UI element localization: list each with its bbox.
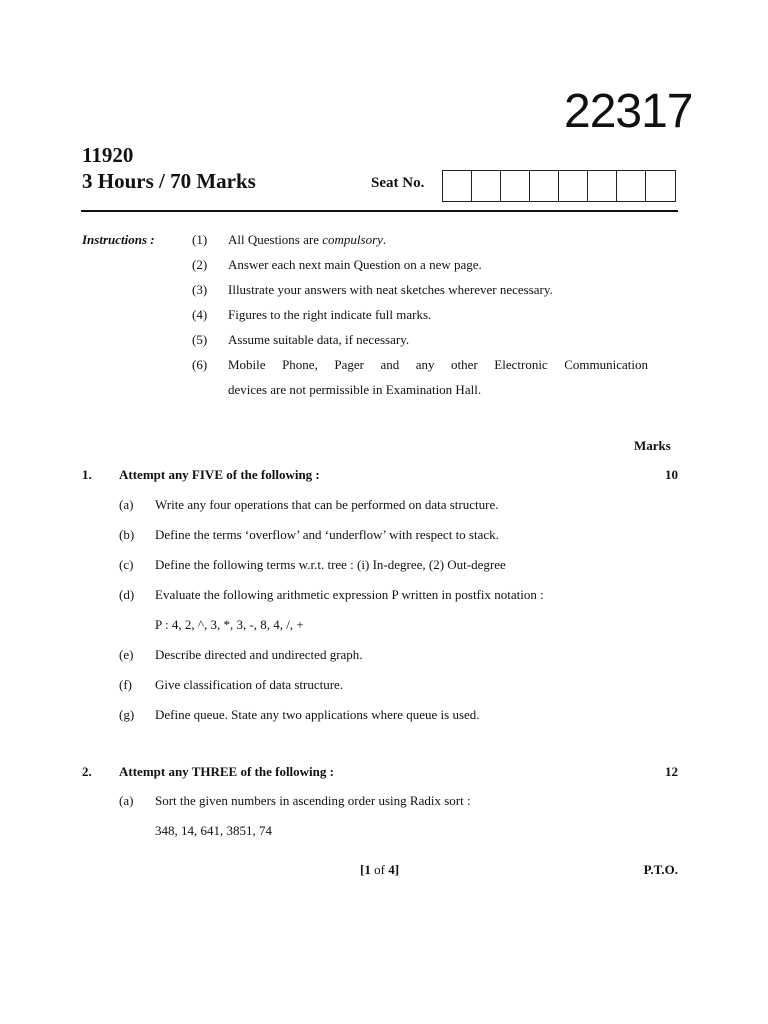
instruction-text: Assume suitable data, if necessary. bbox=[228, 332, 410, 347]
duration-marks: 3 Hours / 70 Marks bbox=[82, 169, 256, 193]
instruction-number: (2) bbox=[192, 257, 208, 272]
question-number: 2. bbox=[82, 764, 92, 779]
instruction-number: (6) bbox=[192, 357, 208, 372]
part-text: Give classification of data structure. bbox=[155, 677, 344, 692]
instruction-number: (1) bbox=[192, 232, 208, 247]
header-divider bbox=[81, 210, 678, 212]
question-heading: Attempt any THREE of the following : bbox=[119, 764, 334, 779]
question-marks: 10 bbox=[665, 467, 678, 482]
seat-box bbox=[588, 171, 617, 201]
instruction-text: Answer each next main Question on a new page. bbox=[228, 257, 482, 272]
part-text: Define the terms ‘overflow’ and ‘underflow’ with respect to stack. bbox=[155, 527, 499, 542]
seat-no-boxes bbox=[442, 170, 676, 202]
instruction-text: Mobile Phone, Pager and any other Electronic Communication bbox=[228, 357, 648, 372]
part-label: (g) bbox=[119, 707, 135, 722]
instruction-text: Illustrate your answers with neat sketches wherever necessary. bbox=[228, 282, 553, 297]
instruction-number: (5) bbox=[192, 332, 208, 347]
part-text: Define the following terms w.r.t. tree : (i) In-degree, (2) Out-degree bbox=[155, 557, 506, 572]
question-marks: 12 bbox=[665, 764, 678, 779]
instruction-number: (3) bbox=[192, 282, 208, 297]
exam-code: 11920 bbox=[82, 143, 134, 167]
seat-box bbox=[530, 171, 559, 201]
instruction-text: All Questions are compulsory. bbox=[228, 232, 387, 247]
question-heading: Attempt any FIVE of the following : bbox=[119, 467, 320, 482]
part-label: (a) bbox=[119, 793, 134, 808]
page-number: [1 of 4] bbox=[360, 862, 400, 877]
paper-code: 22317 bbox=[564, 85, 693, 138]
seat-no-label: Seat No. bbox=[371, 175, 425, 191]
part-label: (e) bbox=[119, 647, 134, 662]
part-label: (f) bbox=[119, 677, 132, 692]
part-text: Sort the given numbers in ascending order using Radix sort : bbox=[155, 793, 471, 808]
marks-heading: Marks bbox=[634, 438, 671, 453]
part-label: (d) bbox=[119, 587, 135, 602]
seat-box bbox=[559, 171, 588, 201]
instruction-number: (4) bbox=[192, 307, 208, 322]
part-label: (b) bbox=[119, 527, 135, 542]
postfix-expression: P : 4, 2, ^, 3, *, 3, -, 8, 4, /, + bbox=[155, 617, 304, 632]
part-text: Evaluate the following arithmetic expression P written in postfix notation : bbox=[155, 587, 544, 602]
seat-box bbox=[472, 171, 501, 201]
part-text: Define queue. State any two applications where queue is used. bbox=[155, 707, 480, 722]
radix-numbers: 348, 14, 641, 3851, 74 bbox=[155, 823, 272, 838]
instruction-text: devices are not permissible in Examination Hall. bbox=[228, 382, 482, 397]
seat-box bbox=[617, 171, 646, 201]
part-text: Write any four operations that can be performed on data structure. bbox=[155, 497, 499, 512]
question-number: 1. bbox=[82, 467, 92, 482]
instructions-label: Instructions : bbox=[82, 232, 155, 247]
seat-box bbox=[646, 171, 675, 201]
pto-label: P.T.O. bbox=[643, 862, 678, 877]
part-label: (a) bbox=[119, 497, 134, 512]
seat-box bbox=[443, 171, 472, 201]
instruction-text: Figures to the right indicate full marks. bbox=[228, 307, 432, 322]
part-text: Describe directed and undirected graph. bbox=[155, 647, 363, 662]
seat-box bbox=[501, 171, 530, 201]
part-label: (c) bbox=[119, 557, 134, 572]
